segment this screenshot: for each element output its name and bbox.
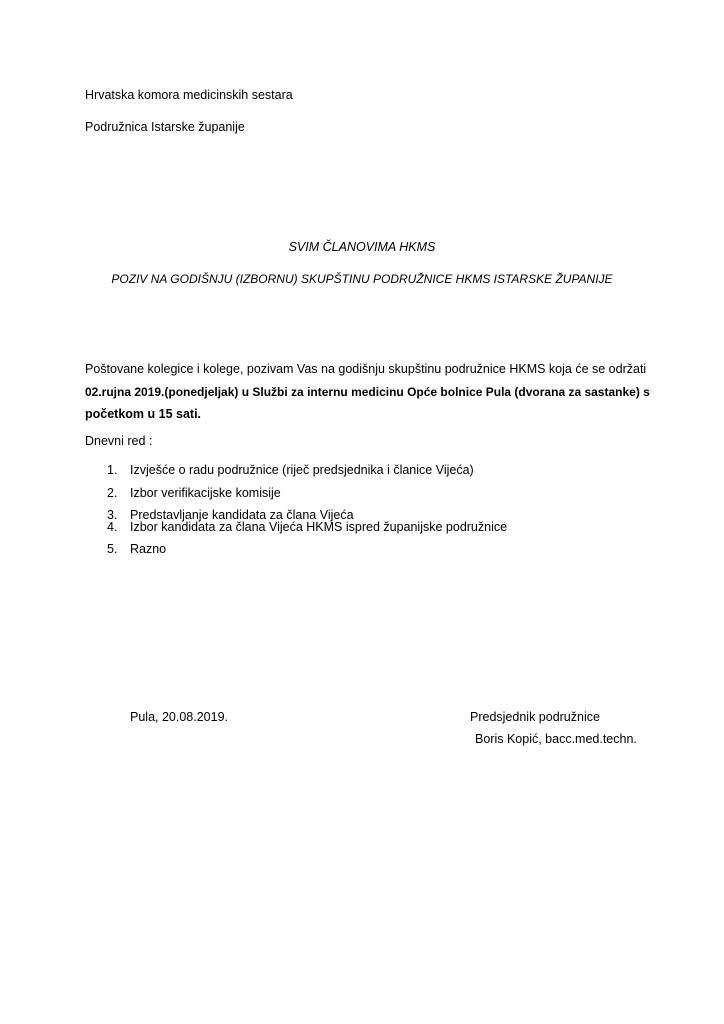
body-line-2: 02.rujna 2019.(ponedjeljak) u Službi za internu medicinu Opće bolnice Pula (dvorana za sastanke) s <box>85 385 650 399</box>
list-item <box>107 486 281 500</box>
agenda-label: Dnevni red : <box>85 434 153 448</box>
list-item-number: 4. <box>107 520 118 534</box>
list-item-text: Predstavljanje kandidata za člana Vijeća <box>130 508 354 522</box>
body-line-3: početkom u 15 sati. <box>85 407 202 421</box>
organization-name: Hrvatska komora medicinskih sestara <box>85 88 293 102</box>
list-item-text: Izbor kandidata za člana Vijeća HKMS ispred županijske podružnice <box>130 520 508 534</box>
list-item-text: Razno <box>130 542 167 556</box>
signatory-name: Boris Kopić, bacc.med.techn. <box>475 732 637 746</box>
list-item <box>107 463 474 477</box>
list-item <box>107 520 507 534</box>
list-item-number: 2. <box>107 486 118 500</box>
list-item-text: Izbor verifikacijske komisije <box>130 486 281 500</box>
title-recipients: SVIM ČLANOVIMA HKMS <box>288 240 436 254</box>
branch-name: Podružnica Istarske županije <box>85 120 245 134</box>
place-date: Pula, 20.08.2019. <box>130 710 228 724</box>
list-item-number: 5. <box>107 542 118 556</box>
title-invitation: POZIV NA GODIŠNJU (IZBORNU) SKUPŠTINU PODRUŽNICE HKMS ISTARSKE ŽUPANIJE <box>111 272 613 286</box>
list-item-text: Izvješće o radu podružnice (riječ predsjednika i članice Vijeća) <box>130 463 474 477</box>
body-line-1: Poštovane kolegice i kolege, pozivam Vas na godišnju skupštinu podružnice HKMS koja će se održati <box>85 362 647 376</box>
list-item-number: 3. <box>107 508 118 522</box>
list-item-number: 1. <box>107 463 118 477</box>
signatory-title: Predsjednik podružnice <box>470 710 600 724</box>
list-item <box>107 542 166 556</box>
